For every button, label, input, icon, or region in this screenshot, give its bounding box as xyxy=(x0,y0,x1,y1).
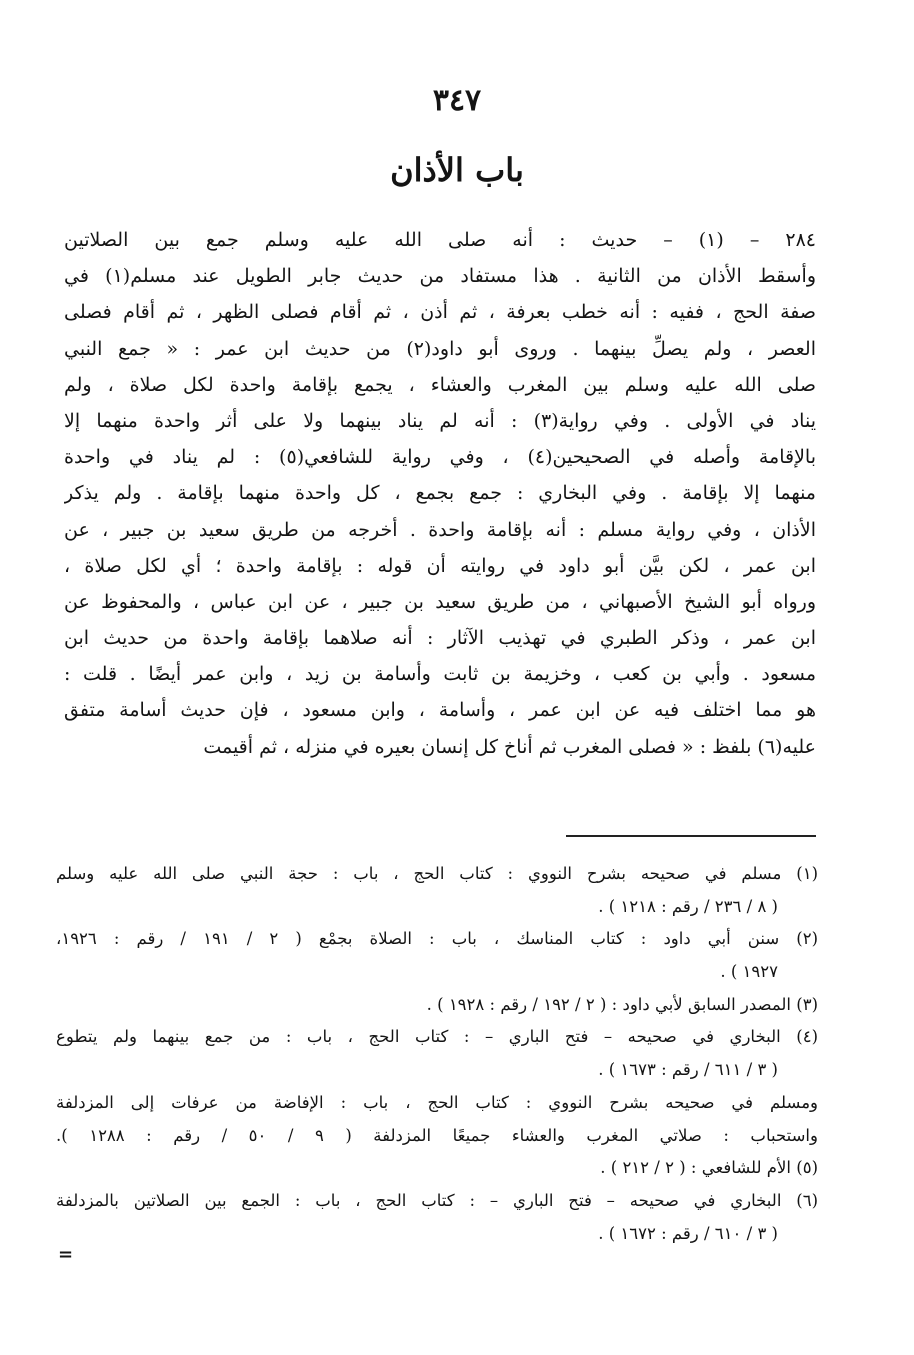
text-line: يناد في الأولى . وفي رواية(٣) : أنه لم يناد بينهما ولا على أثر واحدة منهما إلا xyxy=(64,409,816,432)
text-line: صلى الله عليه وسلم بين المغرب والعشاء ، يجمع بإقامة واحدة لكل صلاة ، ولم xyxy=(64,373,816,396)
text-line: هو مما اختلف فيه عن ابن عمر ، وأسامة ، وابن مسعود ، فإن حديث أسامة متفق xyxy=(64,699,816,722)
continuation-mark: = xyxy=(58,1244,74,1265)
text-line: ابن عمر ، لكن بيَّن أبو داود في روايته أن قوله : بإقامة واحدة ؛ أي لكل صلاة ، xyxy=(64,554,816,577)
footnote-line: (٥) الأم للشافعي : ( ٢ / ٢١٢ ) . xyxy=(600,1158,818,1178)
page-number: ٣٤٧ xyxy=(432,83,482,118)
footnote-line: (٢) سنن أبي داود : كتاب المناسك ، باب : الصلاة بجمْع ( ٢ / ١٩١ / رقم : ١٩٢٦، xyxy=(56,929,818,949)
text-line: وأسقط الأذان من الثانية . هذا مستفاد من حديث جابر الطويل عند مسلم(١) في xyxy=(64,265,816,288)
main-text xyxy=(64,222,816,765)
footnote-line: واستحباب : صلاتي المغرب والعشاء جميعًا المزدلفة ( ٩ / ٥٠ / رقم : ١٢٨٨ ). xyxy=(56,1125,818,1145)
chapter-title: باب الأذان xyxy=(390,151,524,189)
text-line: بالإقامة وأصله في الصحيحين(٤) ، وفي رواية للشافعي(٥) : لم يناد في واحدة xyxy=(64,446,816,469)
footnote-line: ( ٣ / ٦١٠ / رقم : ١٦٧٢ ) . xyxy=(598,1223,778,1243)
footnote-line: (٣) المصدر السابق لأبي داود : ( ٢ / ١٩٢ / رقم : ١٩٢٨ ) . xyxy=(426,994,818,1014)
footnote-line: (٦) البخاري في صحيحه – فتح الباري – : كتاب الحج ، باب : الجمع بين الصلاتين بالمزدلفة xyxy=(56,1190,818,1210)
footnote-line: ومسلم في صحيحه بشرح النووي : كتاب الحج ، باب : الإفاضة من عرفات إلى المزدلفة xyxy=(56,1092,818,1112)
footnote-line: ( ٨ / ٢٣٦ / رقم : ١٢١٨ ) . xyxy=(598,896,778,916)
footnote-line: (١) مسلم في صحيحه بشرح النووي : كتاب الحج ، باب : حجة النبي صلى الله عليه وسلم xyxy=(56,864,818,883)
text-line: صفة الحج ، ففيه : أنه خطب بعرفة ، ثم أذن ، ثم أقام فصلى الظهر ، ثم أقام فصلى xyxy=(64,301,816,324)
footnote-separator xyxy=(566,835,816,837)
text-line: العصر ، ولم يصلِّ بينهما . وروى أبو داود(٢) من حديث ابن عمر : « جمع النبي xyxy=(64,337,816,360)
footnotes xyxy=(56,858,818,1250)
footnote-line: (٤) البخاري في صحيحه – فتح الباري – : كتاب الحج ، باب : من جمع بينهما ولم يتطوع xyxy=(56,1027,818,1047)
text-line: ورواه أبو الشيخ الأصبهاني ، من طريق سعيد بن جبير ، عن ابن عباس ، والمحفوظ عن xyxy=(64,590,816,613)
footnote-line: ١٩٢٧ ) . xyxy=(720,962,778,982)
text-line: ٢٨٤ – (١) – حديث : أنه صلى الله عليه وسلم جمع بين الصلاتين xyxy=(64,229,816,251)
text-line: عليه(٦) بلفظ : « فصلى المغرب ثم أناخ كل إنسان بعيره في منزله ، ثم أقيمت xyxy=(203,735,816,758)
text-line: الأذان ، وفي رواية مسلم : أنه بإقامة واحدة . أخرجه من طريق سعيد بن جبير ، عن xyxy=(64,518,816,541)
text-line: ابن عمر ، وذكر الطبري في تهذيب الآثار : أنه صلاهما بإقامة واحدة من حديث ابن xyxy=(64,627,816,650)
text-line: منهما إلا بإقامة . وفي البخاري : جمع بجمع ، كل واحدة منهما بإقامة . ولم يذكر xyxy=(64,482,816,505)
footnote-line: ( ٣ / ٦١١ / رقم : ١٦٧٣ ) . xyxy=(598,1060,778,1080)
text-line: مسعود . وأبي بن كعب ، وخزيمة بن ثابت وأسامة بن زيد ، وابن عمر أيضًا . قلت : xyxy=(64,663,816,686)
